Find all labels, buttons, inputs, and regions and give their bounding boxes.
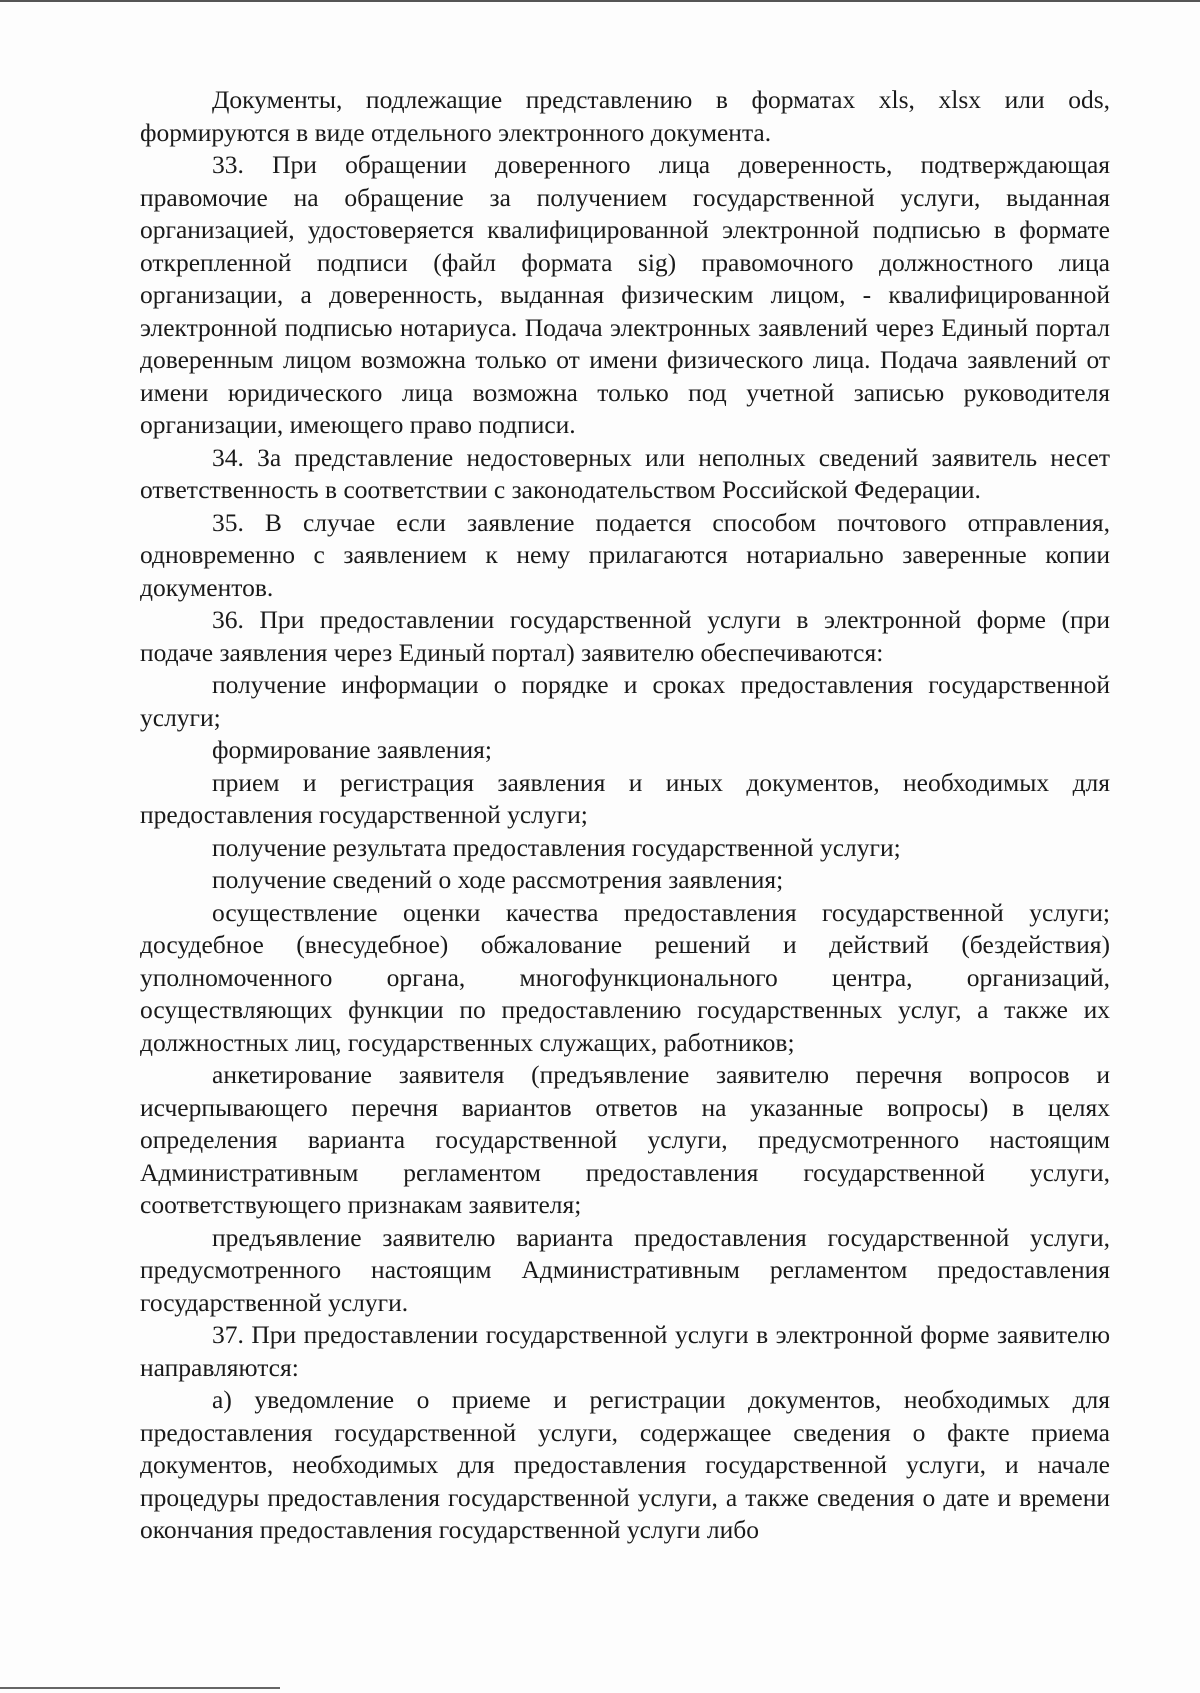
list-item-progress: получение сведений о ходе рассмотрения заявления; [212, 865, 784, 894]
list-item-form-application: формирование заявления; [212, 735, 492, 764]
paragraph-33: 33. При обращении доверенного лица доверенность, подтверждающая правомочие на обращение за получением государственной услуги, выданная организацией, удостоверяется квалифицированной электронной подписью в формате открепленной подписи (файл формата sig) правомочного должностного лица организации, а доверенность, выданная физическим лицом, - квалифицированной электронной подписью нотариуса. Подача электронных заявлений через Единый портал доверенным лицом возможна только от имени физического лица. Подача заявлений от имени юридического лица возможна только под учетной записью руководителя организации, имеющего право подписи. [140, 150, 1110, 439]
list-item-reception: прием и регистрация заявления и иных документов, необходимых для предоставления государственной услуги; [140, 767, 1110, 829]
paragraph-37: 37. При предоставлении государственной услуги в электронной форме заявителю направляются: [140, 1320, 1110, 1382]
paragraph-37-a: а) уведомление о приеме и регистрации документов, необходимых для предоставления государственной услуги, содержащее сведения о факте приема документов, необходимых для предоставления государственной услуги, и начале процедуры предоставления государственной услуги, а также сведения о дате и времени окончания предоставления государственной услуги либо [140, 1385, 1110, 1544]
top-border-line [0, 0, 1200, 2]
document-body [140, 84, 1110, 1547]
list-item-information: получение информации о порядке и сроках предоставления государственной услуги; [140, 670, 1110, 732]
paragraph-formats: Документы, подлежащие представлению в форматах xls, xlsx или ods, формируются в виде отдельного электронного документа. [140, 85, 1110, 147]
paragraph-34: 34. За представление недостоверных или неполных сведений заявитель несет ответственность в соответствии с законодательством Российской Федерации. [140, 442, 1110, 504]
list-item-result: получение результата предоставления государственной услуги; [212, 832, 901, 862]
list-item-questionnaire: анкетирование заявителя (предъявление заявителю перечня вопросов и исчерпывающего перечня вариантов ответов на указанные вопросы) в целях определения варианта государственной услуги, предусмотренного настоящим Административным регламентом предоставления государственной услуги, соответствующего признакам заявителя; [140, 1060, 1110, 1219]
bottom-border-line [0, 1687, 280, 1689]
list-item-variant: предъявление заявителю варианта предоставления государственной услуги, предусмотренного настоящим Административным регламентом предоставления государственной услуги. [140, 1222, 1110, 1317]
paragraph-35: 35. В случае если заявление подается способом почтового отправления, одновременно с заявлением к нему прилагаются нотариально заверенные копии документов. [140, 507, 1110, 602]
paragraph-36: 36. При предоставлении государственной услуги в электронной форме (при подаче заявления через Единый портал) заявителю обеспечиваются: [140, 605, 1110, 667]
list-item-quality-appeal: осуществление оценки качества предоставления государственной услуги; досудебное (внесудебное) обжалование решений и действий (бездействия) уполномоченного органа, многофункционального центра, организаций, осуществляющих функции по предоставлению государственных услуг, а также их должностных лиц, государственных служащих, работников; [140, 897, 1110, 1057]
